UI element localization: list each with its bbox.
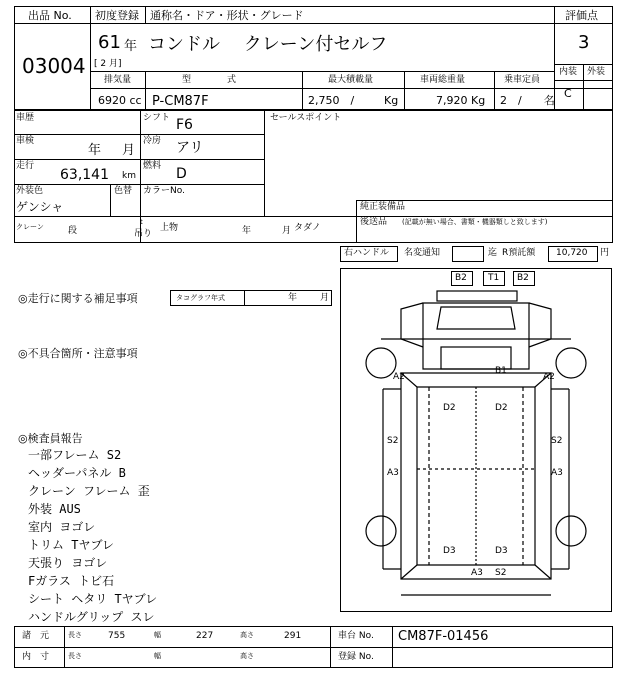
color-label: 外装色 [16,186,44,196]
registration-label: 登録 No. [338,652,374,662]
mileage-value: 63,141 [60,167,109,183]
report-line-10: ハンドルグリップ スレ [28,610,155,624]
ac-label: 冷房 [143,136,162,146]
mileage-unit: km [122,171,136,181]
truck-outline [341,269,611,611]
r-deposit-unit: 円 [600,248,610,258]
gross-weight-value: 7,920 Kg [436,94,486,107]
lot-label: 出品 No. [28,9,72,22]
upper-month: 月 [282,226,292,236]
steering-value: 右ハンドル [344,248,390,258]
standard-equipment-label: 純正装備品 [360,202,406,212]
upper-label: 上物 [160,223,179,233]
report-line-4: 外装 AUS [28,502,81,516]
r-deposit-label: R預託額 [502,248,536,258]
crane-stage: 段 [68,226,78,236]
s2-left-label: S2 [387,436,399,446]
a3-bottom-label: A3 [471,568,483,578]
interior-width-label: 幅 [154,652,161,660]
defect-notes-label: ◎不具合箇所・注意事項 [18,347,138,360]
t1-label: T1 [488,273,500,283]
d3-right-label: D3 [495,546,508,556]
exterior-label: 外装 [587,67,606,77]
a2-right-label: A2 [543,372,555,382]
year-value: 61 [98,32,121,53]
inspector-report-label: ◎検査員報告 [18,432,83,445]
d2-left-label: D2 [443,403,456,413]
s2-bottom-label: S2 [495,568,507,578]
tacho-month: 月 [320,293,330,303]
width-value: 227 [196,631,214,641]
report-line-6: トリム Tヤブレ [28,538,114,552]
b1-label: B1 [495,366,507,376]
report-line-3: クレーン フレーム 歪 [28,484,150,498]
fuel-value: D [176,166,187,182]
width-label: 幅 [154,631,161,639]
shift-value: F6 [176,117,193,133]
b2-left-label: B2 [455,273,467,283]
report-line-7: 天張り ヨゴレ [28,556,108,570]
gross-weight-label: 車両総重量 [420,75,466,85]
color-change-label: 色替 [114,186,133,196]
interior-label: 内装 [559,67,578,77]
max-load-label: 最大積載量 [328,75,374,85]
model-name: コンドル クレーン付セルフ [148,34,388,55]
max-load-value: 2,750 / [308,94,355,107]
s2-right-label: S2 [551,436,563,446]
capacity-label: 乗車定員 [504,75,541,85]
report-line-5: 室内 ヨゴレ [28,520,96,534]
model-value: P-CM87F [152,94,209,109]
color-no-label: カラーNo. [143,186,185,196]
retrofit-note: (記載が無い場合、書類・機器類しと致します) [402,218,548,226]
report-line-9: シート ヘタリ Tヤブレ [28,592,158,606]
displacement-label: 排気量 [104,75,132,85]
a3-right-label: A3 [551,468,563,478]
score-value: 3 [578,32,590,53]
tacho-year: 年 [288,293,298,303]
a3-left-label: A3 [387,468,399,478]
vehicle-diagram [340,268,612,612]
shift-label: シフト [143,113,171,123]
displacement-value: 6920 cc [98,94,142,107]
capacity-value: 2 / 名 [500,94,555,107]
sales-point-label: セールスポイント [270,113,342,123]
model-label: 型 式 [182,75,237,85]
grade-label: 通称名・ドア・形状・グレード [150,9,304,22]
max-load-unit: Kg [384,94,399,107]
interior-dims-label: 内 寸 [22,652,50,662]
length-label: 長さ [68,631,82,639]
inspection-month: 月 [122,143,136,158]
d2-right-label: D2 [495,403,508,413]
inspection-label: 車検 [16,136,35,146]
color-value: ゲンシャ [16,200,64,214]
report-line-2: ヘッダーパネル B [28,466,126,480]
year-unit: 年 [124,39,138,54]
report-line-1: 一部フレーム S2 [28,448,122,462]
name-change-label: 名変通知 [404,248,441,258]
month-value: [ 2 月] [94,59,122,69]
driving-notes-label: ◎走行に関する補足事項 [18,292,138,305]
interior-score: C [564,87,572,100]
score-label: 評価点 [565,9,598,22]
upper-year: 年 [242,226,252,236]
height-value: 291 [284,631,302,641]
chassis-label: 車台 No. [338,631,374,641]
height-label: 高さ [240,631,254,639]
b2-right-label: B2 [517,273,529,283]
inspection-year: 年 [88,143,102,158]
crane-t: t [140,218,143,226]
retrofit-label: 後送品 [360,217,388,227]
ac-value: アリ [176,140,204,156]
r-deposit-value: 10,720 [556,248,588,258]
length-value: 755 [108,631,126,641]
fuel-label: 燃料 [143,161,162,171]
tacho-label: タコグラフ年式 [176,294,225,302]
interior-height-label: 高さ [240,652,254,660]
deadline-label: 迄 [488,248,498,258]
report-line-8: Fガラス トビ石 [28,574,115,588]
first-reg-label: 初度登録 [95,9,139,22]
crane-hook: 吊り [134,229,153,239]
history-label: 車歴 [16,113,35,123]
interior-length-label: 長さ [68,652,82,660]
chassis-value: CM87F-01456 [398,629,489,644]
name-change-box [452,246,484,262]
upper-maker: タダノ [294,223,321,233]
a2-left-label: A2 [393,372,405,382]
crane-label: クレーン [16,223,44,231]
lot-number: 03004 [22,54,86,78]
mileage-label: 走行 [16,161,35,171]
d3-left-label: D3 [443,546,456,556]
dims-label: 諸 元 [22,631,50,641]
